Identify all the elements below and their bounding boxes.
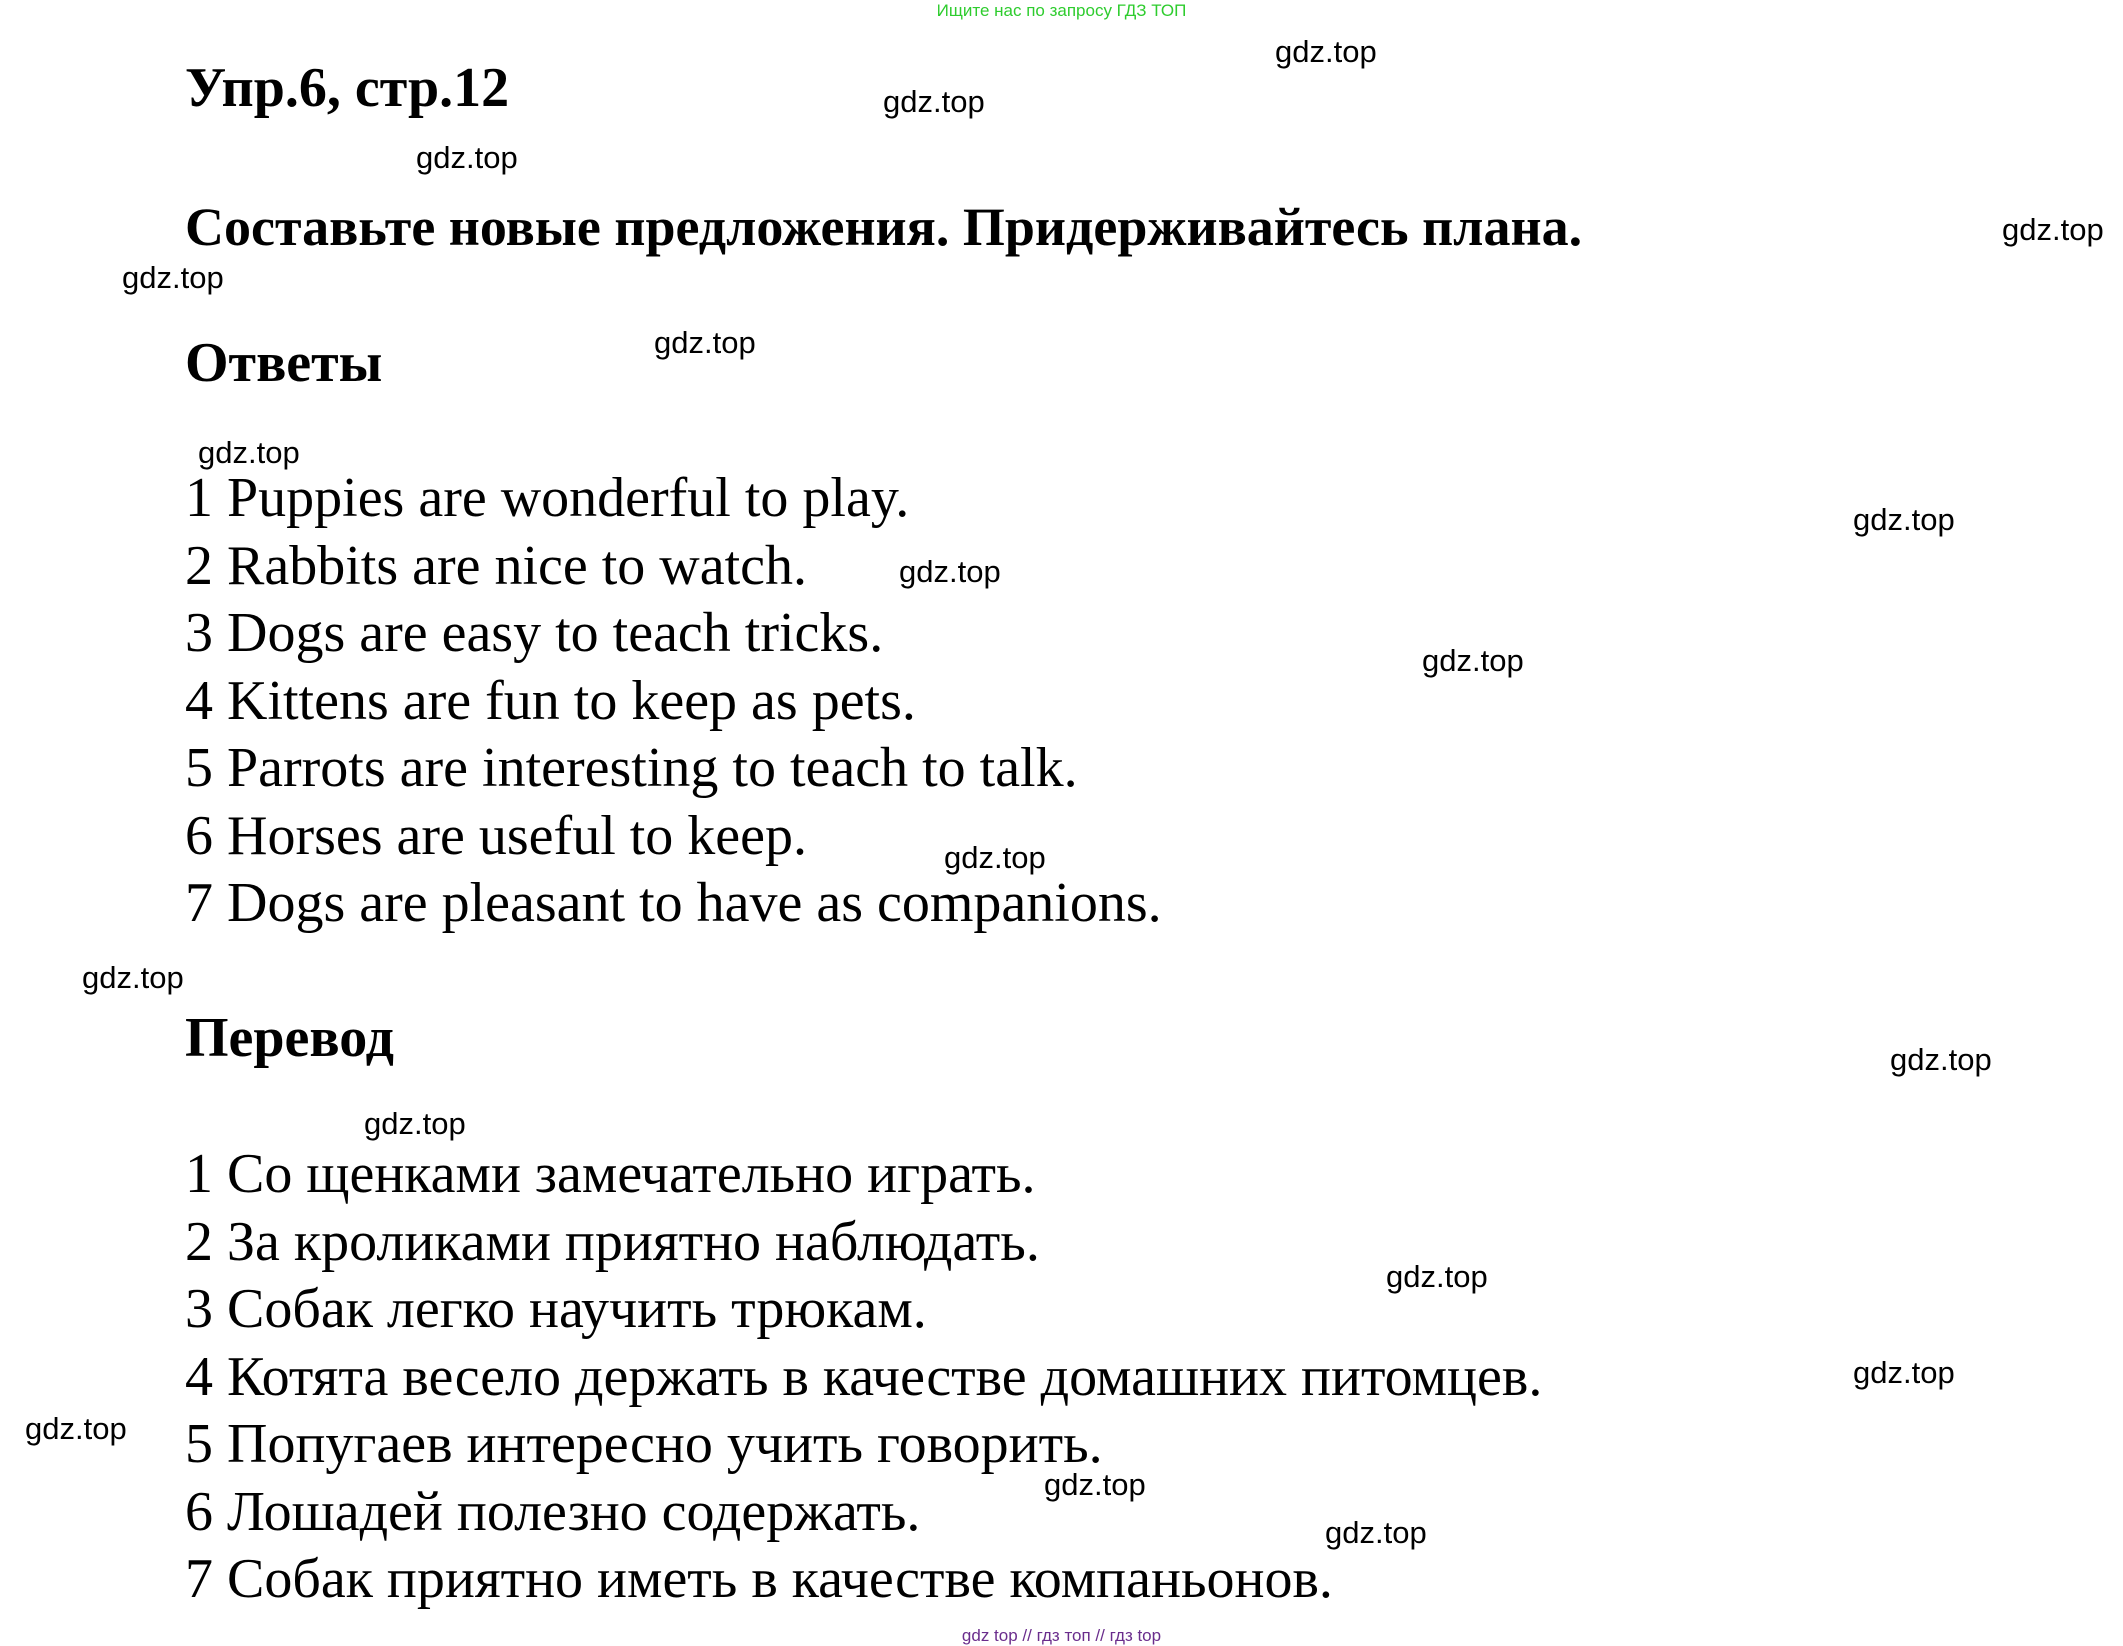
watermark: gdz.top: [82, 960, 184, 995]
list-item: 6 Horses are useful to keep.: [185, 804, 808, 867]
watermark: gdz.top: [364, 1106, 466, 1141]
watermark: gdz.top: [1853, 502, 1955, 537]
watermark: gdz.top: [2002, 212, 2104, 247]
list-item: 3 Dogs are easy to teach tricks.: [185, 602, 884, 664]
watermark: gdz.top: [899, 554, 1001, 589]
list-item: 5 Попугаев интересно учить говорить.: [185, 1413, 1103, 1475]
task-text: Составьте новые предложения. Придерживайтесь плана.: [185, 197, 1583, 257]
translation-heading: Перевод: [185, 1007, 394, 1069]
watermark: gdz.top: [1422, 643, 1524, 678]
list-item: 4 Kittens are fun to keep as pets.: [185, 669, 916, 732]
watermark: gdz.top: [1386, 1259, 1488, 1294]
list-item: 2 За кроликами приятно наблюдать.: [185, 1210, 1040, 1273]
page-title: Упр.6, стр.12: [185, 57, 510, 119]
top-banner: Ищите нас по запросу ГДЗ ТОП: [936, 1, 1187, 20]
list-item: 1 Puppies are wonderful to play.: [185, 467, 910, 529]
footer: gdz top // гдз топ // гдз top: [961, 1626, 1162, 1645]
watermark: gdz.top: [654, 325, 756, 360]
watermark: gdz.top: [1853, 1355, 1955, 1390]
watermark: gdz.top: [1890, 1042, 1992, 1077]
list-item: 3 Собак легко научить трюкам.: [185, 1278, 927, 1340]
watermark: gdz.top: [883, 84, 985, 119]
answers-heading: Ответы: [185, 332, 383, 394]
list-item: 2 Rabbits are nice to watch.: [185, 534, 808, 597]
list-item: 4 Котята весело держать в качестве домашних питомцев.: [185, 1345, 1543, 1408]
list-item: 5 Parrots are interesting to teach to talk.: [185, 737, 1078, 799]
watermark: gdz.top: [944, 840, 1046, 875]
watermark: gdz.top: [1275, 34, 1377, 69]
list-item: 6 Лошадей полезно содержать.: [185, 1480, 921, 1543]
watermark: gdz.top: [25, 1411, 127, 1446]
watermark: gdz.top: [416, 140, 518, 175]
watermark: gdz.top: [122, 260, 224, 295]
list-item: 7 Собак приятно иметь в качестве компаньонов.: [185, 1548, 1333, 1610]
watermark: gdz.top: [1044, 1467, 1146, 1502]
watermark: gdz.top: [198, 435, 300, 470]
watermark: gdz.top: [1325, 1515, 1427, 1550]
list-item: 1 Со щенками замечательно играть.: [185, 1143, 1036, 1205]
list-item: 7 Dogs are pleasant to have as companions.: [185, 872, 1162, 934]
